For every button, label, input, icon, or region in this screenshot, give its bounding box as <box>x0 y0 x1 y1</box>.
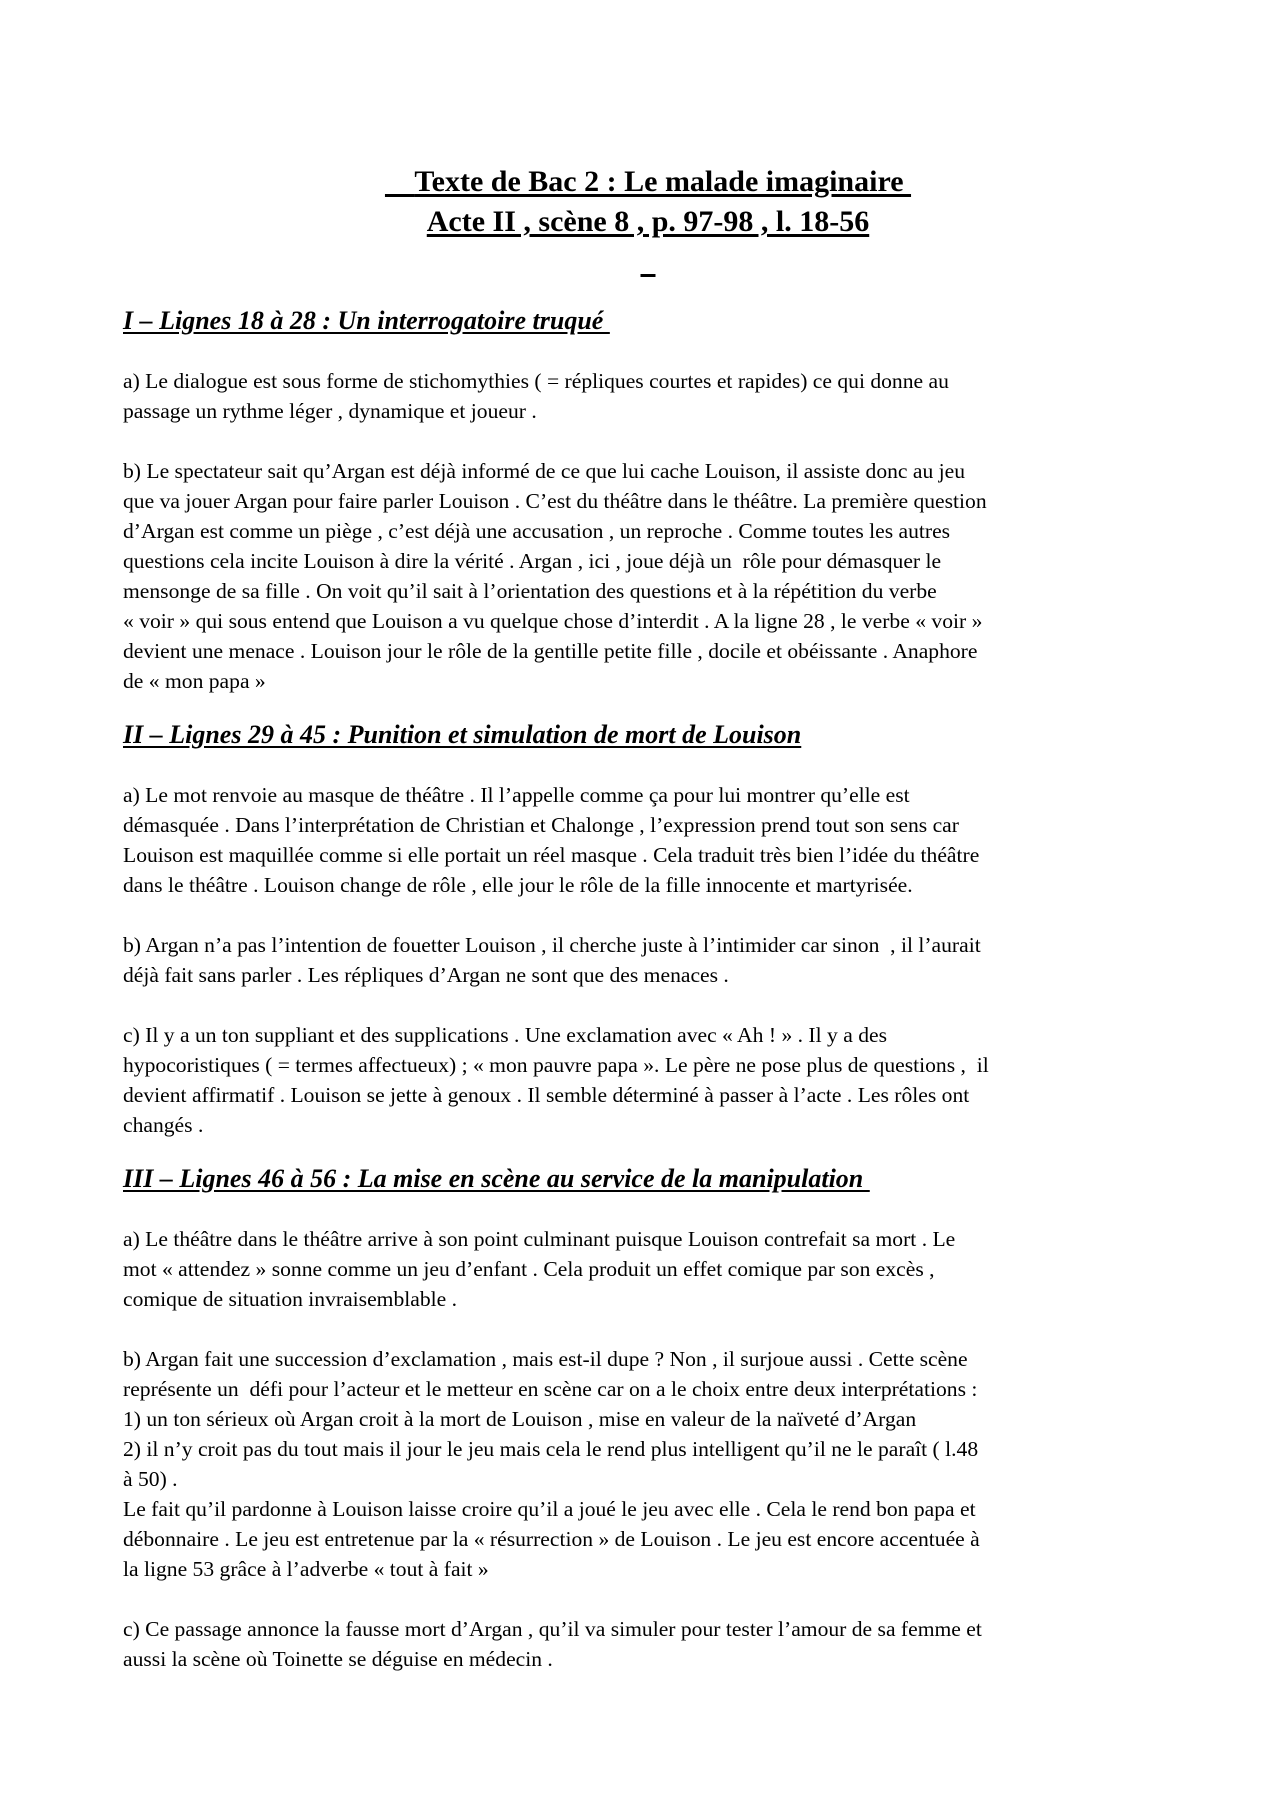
paragraph-line: a) Le dialogue est sous forme de stichomythies ( = répliques courtes et rapides) ce qui donne au <box>123 369 949 393</box>
paragraph-line: de « mon papa » <box>123 669 266 693</box>
title-line-1: Texte de Bac 2 : Le malade imaginaire <box>414 165 912 198</box>
document-page <box>123 122 1173 1674</box>
paragraph-line: débonnaire . Le jeu est entretenue par la « résurrection » de Louison . Le jeu est encore accentuée à <box>123 1527 980 1551</box>
paragraph-line: devient affirmatif . Louison se jette à genoux . Il semble déterminé à passer à l’acte . Les rôles ont <box>123 1083 970 1107</box>
paragraph-line: dans le théâtre . Louison change de rôle , elle jour le rôle de la fille innocente et martyrisée. <box>123 873 913 897</box>
paragraph-line: devient une menace . Louison jour le rôle de la gentille petite fille , docile et obéissante . Anaphore <box>123 639 978 663</box>
paragraph-line: b) Argan n’a pas l’intention de fouetter Louison , il cherche juste à l’intimider car sinon , il l’aurait <box>123 933 981 957</box>
paragraph <box>123 366 1173 426</box>
paragraph-line: déjà fait sans parler . Les répliques d’Argan ne sont que des menaces . <box>123 963 729 987</box>
paragraph <box>123 1614 1173 1674</box>
paragraph-line: Louison est maquillée comme si elle portait un réel masque . Cela traduit très bien l’idée du théâtre <box>123 843 980 867</box>
title-line-2: Acte II , scène 8 , p. 97-98 , l. 18-56 <box>426 205 870 238</box>
paragraph <box>123 1020 1173 1140</box>
paragraph-line: « voir » qui sous entend que Louison a vu quelque chose d’interdit . A la ligne 28 , le verbe « voir » <box>123 609 983 633</box>
paragraph-line: la ligne 53 grâce à l’adverbe « tout à fait » <box>123 1557 489 1581</box>
paragraph-line: mensonge de sa fille . On voit qu’il sait à l’orientation des questions et à la répétition du verbe <box>123 579 937 603</box>
paragraph-line: Le fait qu’il pardonne à Louison laisse croire qu’il a joué le jeu avec elle . Cela le rend bon papa et <box>123 1497 976 1521</box>
paragraph-line: b) Le spectateur sait qu’Argan est déjà informé de ce que lui cache Louison, il assiste donc au jeu <box>123 459 966 483</box>
document-body <box>123 304 1173 1674</box>
section-heading-1: I – Lignes 18 à 28 : Un interrogatoire truqué <box>123 306 610 335</box>
paragraph-line: comique de situation invraisemblable . <box>123 1287 458 1311</box>
paragraph <box>123 780 1173 900</box>
paragraph <box>123 930 1173 990</box>
paragraph-line: questions cela incite Louison à dire la vérité . Argan , ici , joue déjà un rôle pour démasquer le <box>123 549 942 573</box>
paragraph-line: aussi la scène où Toinette se déguise en médecin . <box>123 1647 553 1671</box>
paragraph <box>123 1224 1173 1314</box>
paragraph-line: passage un rythme léger , dynamique et joueur . <box>123 399 537 423</box>
paragraph-line: b) Argan fait une succession d’exclamation , mais est-il dupe ? Non , il surjoue aussi . Cette scène <box>123 1347 968 1371</box>
paragraph <box>123 456 1173 696</box>
paragraph-line: c) Ce passage annonce la fausse mort d’Argan , qu’il va simuler pour tester l’amour de sa femme et <box>123 1617 982 1641</box>
document-title <box>123 122 1173 282</box>
paragraph-line: représente un défi pour l’acteur et le metteur en scène car on a le choix entre deux interprétations : <box>123 1377 978 1401</box>
paragraph-line: que va jouer Argan pour faire parler Louison . C’est du théâtre dans le théâtre. La première question <box>123 489 987 513</box>
paragraph-line: à 50) . <box>123 1467 178 1491</box>
paragraph-line: 2) il n’y croit pas du tout mais il jour le jeu mais cela le rend plus intelligent qu’il ne le paraît ( l.48 <box>123 1437 979 1461</box>
paragraph-line: a) Le mot renvoie au masque de théâtre . Il l’appelle comme ça pour lui montrer qu’elle est <box>123 783 910 807</box>
paragraph-line: mot « attendez » sonne comme un jeu d’enfant . Cela produit un effet comique par son excès , <box>123 1257 935 1281</box>
paragraph-line: d’Argan est comme un piège , c’est déjà une accusation , un reproche . Comme toutes les autres <box>123 519 951 543</box>
section-heading-2: II – Lignes 29 à 45 : Punition et simulation de mort de Louison <box>123 720 802 749</box>
paragraph <box>123 1344 1173 1584</box>
paragraph-line: démasquée . Dans l’interprétation de Christian et Chalonge , l’expression prend tout son sens car <box>123 813 959 837</box>
paragraph-line: changés . <box>123 1113 204 1137</box>
paragraph-line: 1) un ton sérieux où Argan croit à la mort de Louison , mise en valeur de la naïveté d’Argan <box>123 1407 917 1431</box>
paragraph-line: hypocoristiques ( = termes affectueux) ; « mon pauvre papa ». Le père ne pose plus de questions , il <box>123 1053 989 1077</box>
section-heading-3: III – Lignes 46 à 56 : La mise en scène au service de la manipulation <box>123 1164 870 1193</box>
paragraph-line: a) Le théâtre dans le théâtre arrive à son point culminant puisque Louison contrefait sa mort . Le <box>123 1227 956 1251</box>
paragraph-line: c) Il y a un ton suppliant et des supplications . Une exclamation avec « Ah ! » . Il y a des <box>123 1023 887 1047</box>
